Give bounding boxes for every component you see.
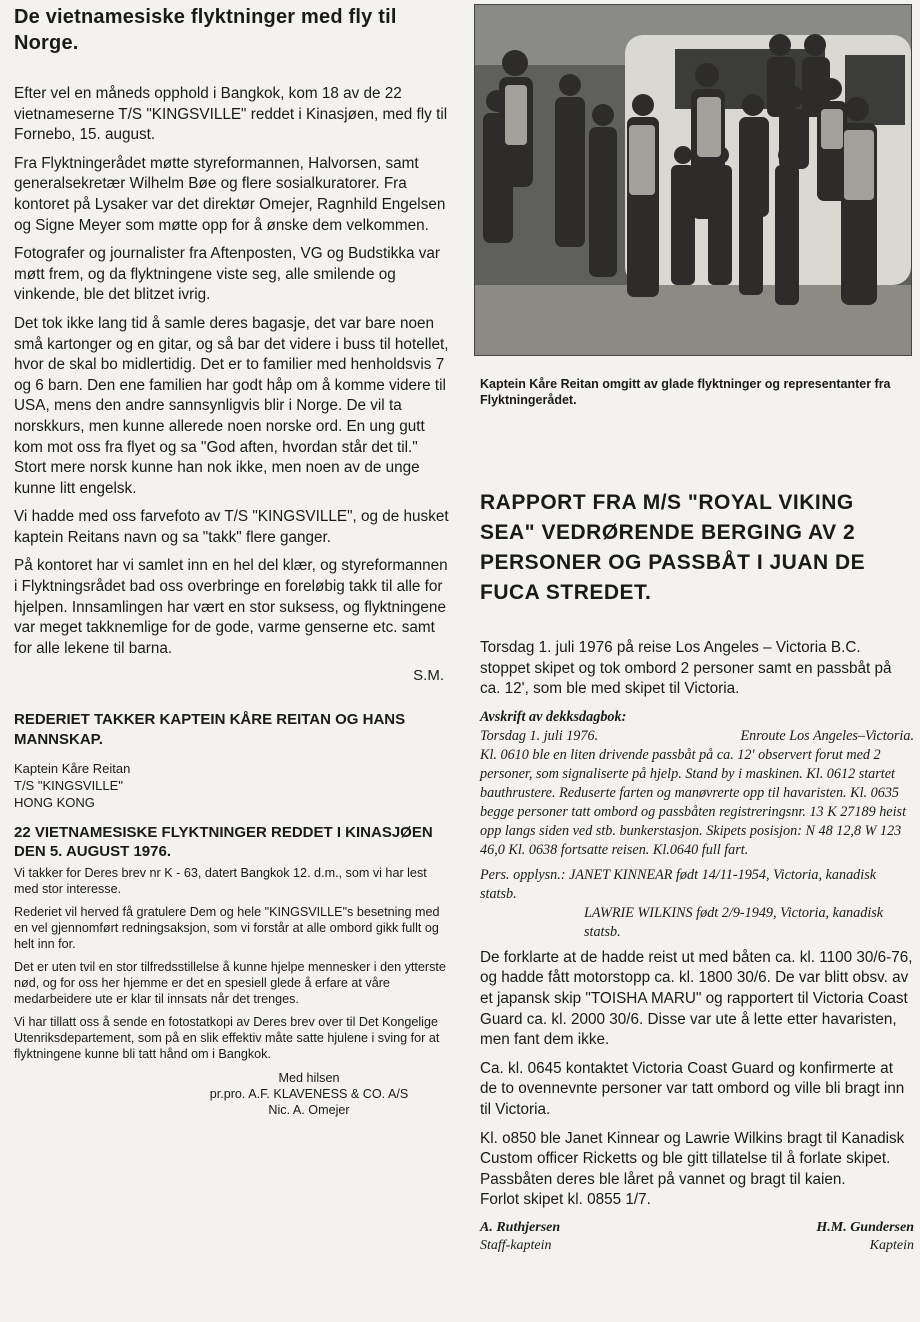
letter-headline: 22 VIETNAMESISKE FLYKTNINGER REDDET I KINASJØEN DEN 5. AUGUST 1976. [14,824,433,861]
report-paragraph: De forklarte at de hadde reist ut med båten ca. kl. 1100 30/6-76, og hadde fått motorstopp ca. kl. 1800 30/6. De var blitt obsv. av et japansk skip "TOISHA MARU" og rapportert til Victoria Coast Guard ca. kl. 2000 30/6. Disse var ute å lette etter havaristen, men fant dem ikke. [480,948,913,1049]
logbook-heading: Avskrift av dekksdagbok: [480,708,627,725]
article-headline: De vietnamesiske flyktninger med fly til Norge. [14,6,397,54]
article-paragraph: Efter vel en måneds opphold i Bangkok, kom 18 av de 22 vietnameserne T/S "KINGSVILLE" reddet i Kinasjøen, med fly til Fornebo, 15. august. [14,85,448,144]
signature-left [480,1219,560,1255]
signature-right-name: H.M. Gundersen [816,1219,914,1235]
right-column [474,4,914,1255]
logbook-entry: Kl. 0610 ble en liten drivende passbåt på ca. 12' observert forut med 2 personer, som signaliserte på hjelp. Stand by i maskinen. Kl. 0612 startet bauthrustere. Reduserte farten og manøvrerte opp til havaristen. Kl. 0635 begge personer tatt ombord og passbåten registreringsnr. 13 K 27189 heist opp langs siden ved stb. bunkerstasjon. Skipets posisjon: N 48 12,8 W 123 46,0 Kl. 0638 fortsatte reisen. Kl.0640 full fart. [480,746,907,858]
article-paragraph: Det tok ikke lang tid å samle deres bagasje, det var bare noen små kartonger og en gitar, og så bar det videre i buss til hotellet, hvor de skal bo midlertidig. Det er to familier med henholdsvis 7 og 6 barn. Den ene familien har godt håp om å komme videre til USA, mens den andre sannsynligvis blir i Norge. De vil ta norskkurs, men kunne allerede noen norske ord. En ung gutt kom mot oss fra flyet og sa "God aften, hvordan står det til." Stort mere norsk kunne han nok ikke, men noen av de unge kunne litt engelsk. [14,314,449,497]
address-line: T/S "KINGSVILLE" [14,778,123,794]
logbook-block [480,708,914,860]
address-line: Kaptein Kåre Reitan [14,761,131,777]
closing-line: Med hilsen [278,1071,340,1086]
address-block [14,760,454,811]
signature-right-title: Kaptein [869,1237,914,1253]
person-2: LAWRIE WILKINS født 2/9-1949, Victoria, kanadisk statsb. [584,904,884,940]
signature-left-title: Staff-kaptein [480,1237,552,1253]
report-headline: RAPPORT FRA M/S "ROYAL VIKING SEA" VEDRØRENDE BERGING AV 2 PERSONER OG PASSBÅT I JUAN DE FUCA STREDET. [480,491,866,604]
person-info [480,866,914,942]
article-paragraph: Fotografer og journalister fra Aftenposten, VG og Budstikka var møtt frem, og da flyktningene viste seg, alle smilende og vinkende, ble det blitzet ivrig. [14,245,440,304]
logbook-date: Torsdag 1. juli 1976. [480,727,599,744]
article-paragraph: Vi hadde med oss farvefoto av T/S "KINGSVILLE", og de husket kaptein Reitans navn og sa "takk" flere ganger. [14,508,449,546]
letter-closing [164,1070,454,1118]
letter-paragraph: Vi takker for Deres brev nr K - 63, datert Bangkok 12. d.m., som vi har lest med stor interesse. [14,866,427,897]
left-column [14,4,454,1118]
letter-paragraph: Det er uten tvil en stor tilfredsstillelse å kunne hjelpe mennesker i den ytterste nød, og for oss her hjemme er det en spesiell glede å erfare at våre medarbeidere ute er klar til innsats når det trenges. [14,960,446,1007]
report-departure: Forlot skipet kl. 0855 1/7. [480,1191,651,1209]
address-line: HONG KONG [14,795,95,811]
closing-line: Nic. A. Omejer [268,1103,350,1118]
photo-caption: Kaptein Kåre Reitan omgitt av glade flyktninger og representanter fra Flyktningerådet. [480,377,891,407]
signature-left-name: A. Ruthjersen [480,1219,561,1235]
photo-illustration [475,5,911,355]
letter-paragraph: Rederiet vil herved få gratulere Dem og hele "KINGSVILLE"s besetning med en vel gjennomført redningsaksjon, som vi forstår at alle ombord gikk fullt og helt inn for. [14,905,440,952]
article-paragraph: På kontoret har vi samlet inn en hel del klær, og styreformannen i Flyktningsrådet bad oss overbringe en foreløbig takk til alle for hjelpen. Innsamlingen har vært en stor suksess, og flyktningene var meget takknemlige for de gode, varme genserne etc. samt for alle lekene til barna. [14,557,448,657]
article-paragraph: Fra Flyktningerådet møtte styreformannen, Halvorsen, samt generalsekretær Wilhelm Bøe og flere sosialkuratorer. Fra kontoret på Lysaker var det direktør Omejer, Ragnhild Engelsen og Signe Meyer som møtte opp for å ønske dem velkommen. [14,154,446,234]
article-signature: S.M. [413,667,444,685]
logbook-date-row [480,727,914,746]
logbook-route: Enroute Los Angeles–Victoria. [740,727,914,744]
report-paragraph: Ca. kl. 0645 kontaktet Victoria Coast Guard og konfirmerte at de to ovennevnte personer var tatt ombord og ville bli bragt inn til Victoria. [480,1059,905,1118]
report-intro: Torsdag 1. juli 1976 på reise Los Angeles – Victoria B.C. stoppet skipet og tok ombord 2 personer samt en passbåt på ca. 12', som ble med skipet til Victoria. [480,639,892,698]
person-row [480,866,914,904]
person-1: JANET KINNEAR født 14/11-1954, Victoria, kanadisk statsb. [480,866,877,902]
signature-right [816,1219,914,1255]
letter-paragraph: Vi har tillatt oss å sende en fotostatkopi av Deres brev over til Det Kongelige Utenriksdepartement, som på en slik effektiv måte satte hjulene i sving for at flyktningene kunne bli tatt hånd om i Bangkok. [14,1015,440,1062]
person-label: Pers. opplysn.: [480,866,566,883]
group-photo [474,4,912,356]
closing-line: pr.pro. A.F. KLAVENESS & CO. A/S [209,1087,409,1102]
section-headline: REDERIET TAKKER KAPTEIN KÅRE REITAN OG HANS MANNSKAP. [14,711,406,749]
report-signatures [480,1219,914,1255]
report-paragraph: Kl. o850 ble Janet Kinnear og Lawrie Wilkins bragt til Kanadisk Custom officer Ricketts og ble gitt tillatelse til å forlate skipet. Passbåten deres ble låret på vannet og bragt til kaien. [480,1129,905,1188]
